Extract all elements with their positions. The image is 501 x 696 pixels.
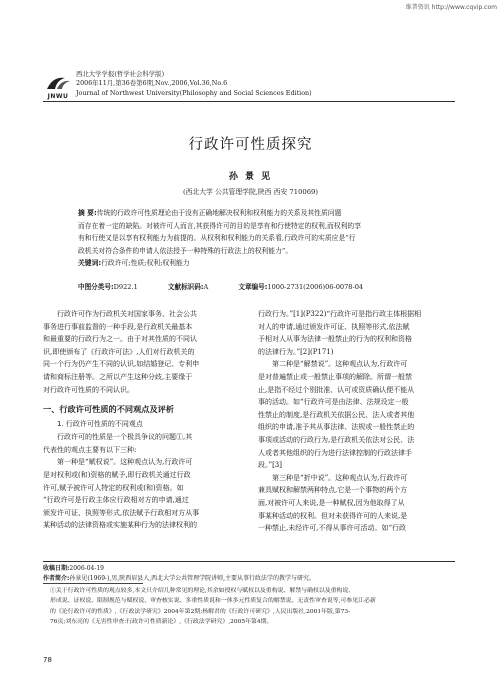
journal-name-english: Journal of Northwest University(Philosophy and Social Sciences Edition) — [76, 88, 312, 97]
author-affiliation: (西北大学 公共管理学院,陕西 西安 710069) — [182, 188, 319, 196]
abstract-line: 而存在着一定的缺陷。对被许可人而言,其获得许可的目的是享有和行使特定的权利,而权利的享 — [78, 221, 361, 230]
journal-name: 西北大学学报(哲学社会科学版) — [76, 70, 165, 78]
article-title: 行政许可性质探究 — [188, 137, 313, 153]
footnote-line: ①关于行政许可性质的观点较多,本文只介绍几种常见的理论,其余如授权与赋权以及重构说、解禁与确权以及重构说、 — [50, 588, 355, 594]
classification-info — [78, 281, 438, 291]
abstract-line: 政机关对符合条件的申请人依法授予一种特殊的行政法上的权利能力”。 — [78, 246, 293, 255]
abstract-line: 有和行使又是以享有权利能力为前提的。从权利和权利能力的关系看,行政许可的实质应是“行 — [78, 234, 356, 243]
doc-code-value: A — [203, 283, 209, 291]
abstract-label: 摘 要: — [78, 209, 97, 217]
footnote-line: 的《论行政许可的性质》,《行政法学研究》2004年第2期;杨解君的《行政许可研究》,人民出版社,2001年版,第73- — [50, 608, 351, 615]
page-number: 78 — [43, 656, 52, 664]
journal-logo-text: JNWU — [47, 93, 69, 100]
footnote-line: 形成说、证权说、限制规范与赋权说、审查核实说、多重性质说和一体多元性质复合的解禁说、无责性审查说等,可参见江必新 — [50, 598, 376, 605]
right-column: 行政行为。”[1](P322)“行政许可是指行政主体根据相 对人的申请,通过颁发许可证、执照等形式,依法赋 予相对人从事为法律一般禁止的行为的权利和资格 的法律行为。”[2](P171) 第二种是“解禁说”。这种观点认为,行政许可 是对普遍禁止或一般禁止事项的解除。所谓一般禁 止,是指不经过个别批准、认可或资质确认便不能从 事的活动。如“行政许可是由法律、法规设定一般 性禁止的制度,是行政机关依据公民、法人或者其他 组织的申请,准予其从事法律、法规或一般性禁止的 事项或活动的行政行为,是行政机关依法对公民、法 人或者其他组织的行为进行法律控制的行政法律手 段。”[3] 第三种是“折中说”。这种观点认为,行政许可 兼具赋权和解禁两种特点,它是一个事物的两个方 面,对被许可人来说,是一种赋权,因为他取得了从 事某种活动的权利。但对未获得许可的人来说,是 一种禁止,未经许可,不得从事许可活动。如“行政 — [258, 310, 422, 533]
abstract-line: 摘 要:传统的行政许可性质理论由于没有正确地解决权利和权利能力的关系及其性质问题 — [78, 209, 342, 217]
doc-code-label: 文献标识码: — [167, 283, 204, 291]
journal-logo — [43, 74, 73, 100]
header-rule — [43, 101, 455, 102]
footnote-rule — [43, 561, 455, 562]
received-label: 收稿日期: — [43, 565, 70, 572]
watermark: 维普资讯 http://www.cqvip.com — [405, 4, 497, 11]
received-date — [43, 564, 455, 575]
received-value: 2006-04-19 — [69, 565, 104, 572]
keywords-label: 关键词: — [78, 259, 102, 268]
note-rule — [43, 583, 143, 584]
subsection-heading: 1. 行政许可性质的不同观点 — [57, 420, 143, 429]
journal-emblem-icon — [43, 74, 73, 92]
article-author: 孙 景 见 — [228, 172, 273, 182]
journal-issue: 2006年11月,第36卷第6期,Nov.,2006,Vol.36,No.6 — [76, 79, 228, 88]
abstract — [78, 207, 425, 270]
author-bio-value: 孙景见(1969-),男,陕西眉县人,西北大学公共管理学院讲师,主要从事行政法学的教学与研究。 — [69, 575, 316, 582]
article-number-label: 文章编号: — [238, 283, 268, 291]
section-heading: 一、行政许可性质的不同观点及评析 — [43, 404, 175, 415]
footnote-line: 76页;刘东亮的《无害性审查:行政许可性质新论》,《行政法学研究》,2005年第4期。 — [50, 618, 273, 625]
keywords — [78, 257, 425, 270]
footnote — [50, 586, 455, 627]
journal-header — [76, 70, 436, 98]
keywords-value: 行政许可;性质;权利;权利能力 — [101, 259, 190, 268]
author-bio-label: 作者简介: — [43, 575, 70, 582]
article-number-value: 1000-2731(2006)06-0078-04 — [267, 283, 364, 291]
clc-label: 中图分类号: — [78, 283, 114, 291]
clc-value: D922.1 — [113, 283, 138, 291]
left-column: 行政许可作为行政机关对国家事务、社会公共 事务进行事前监督的一种手段,是行政机关最基本 和最重要的行政行为之一。由于对其性质的不同认 识,即使颁布了《行政许可法》,人们对行政机关的 同一个行为仍产生不同的认识,如结婚登记、专利申 请和商标注册等。之所以产生这种分歧,主要缘于 对行政许可性质的不同认识。 一、行政许可性质的不同观点及评析 1. 行政许可性质的不同观点 行政许可的性质是一个极具争议的问题①,其 代表性的观点主要有以下三种: 第一种是“赋权说”。这种观点认为,行政许可 是对权利或(和)资格的赋予,即行政机关通过行政 许可,赋予被许可人特定的权利或(和)资格。如 “行政许可是行政主体应行政相对方的申请,通过 颁发许可证、执照等形式,依法赋予行政相对方从事 某种活动的法律资格或实施某种行为的法律权利的 — [43, 308, 236, 532]
